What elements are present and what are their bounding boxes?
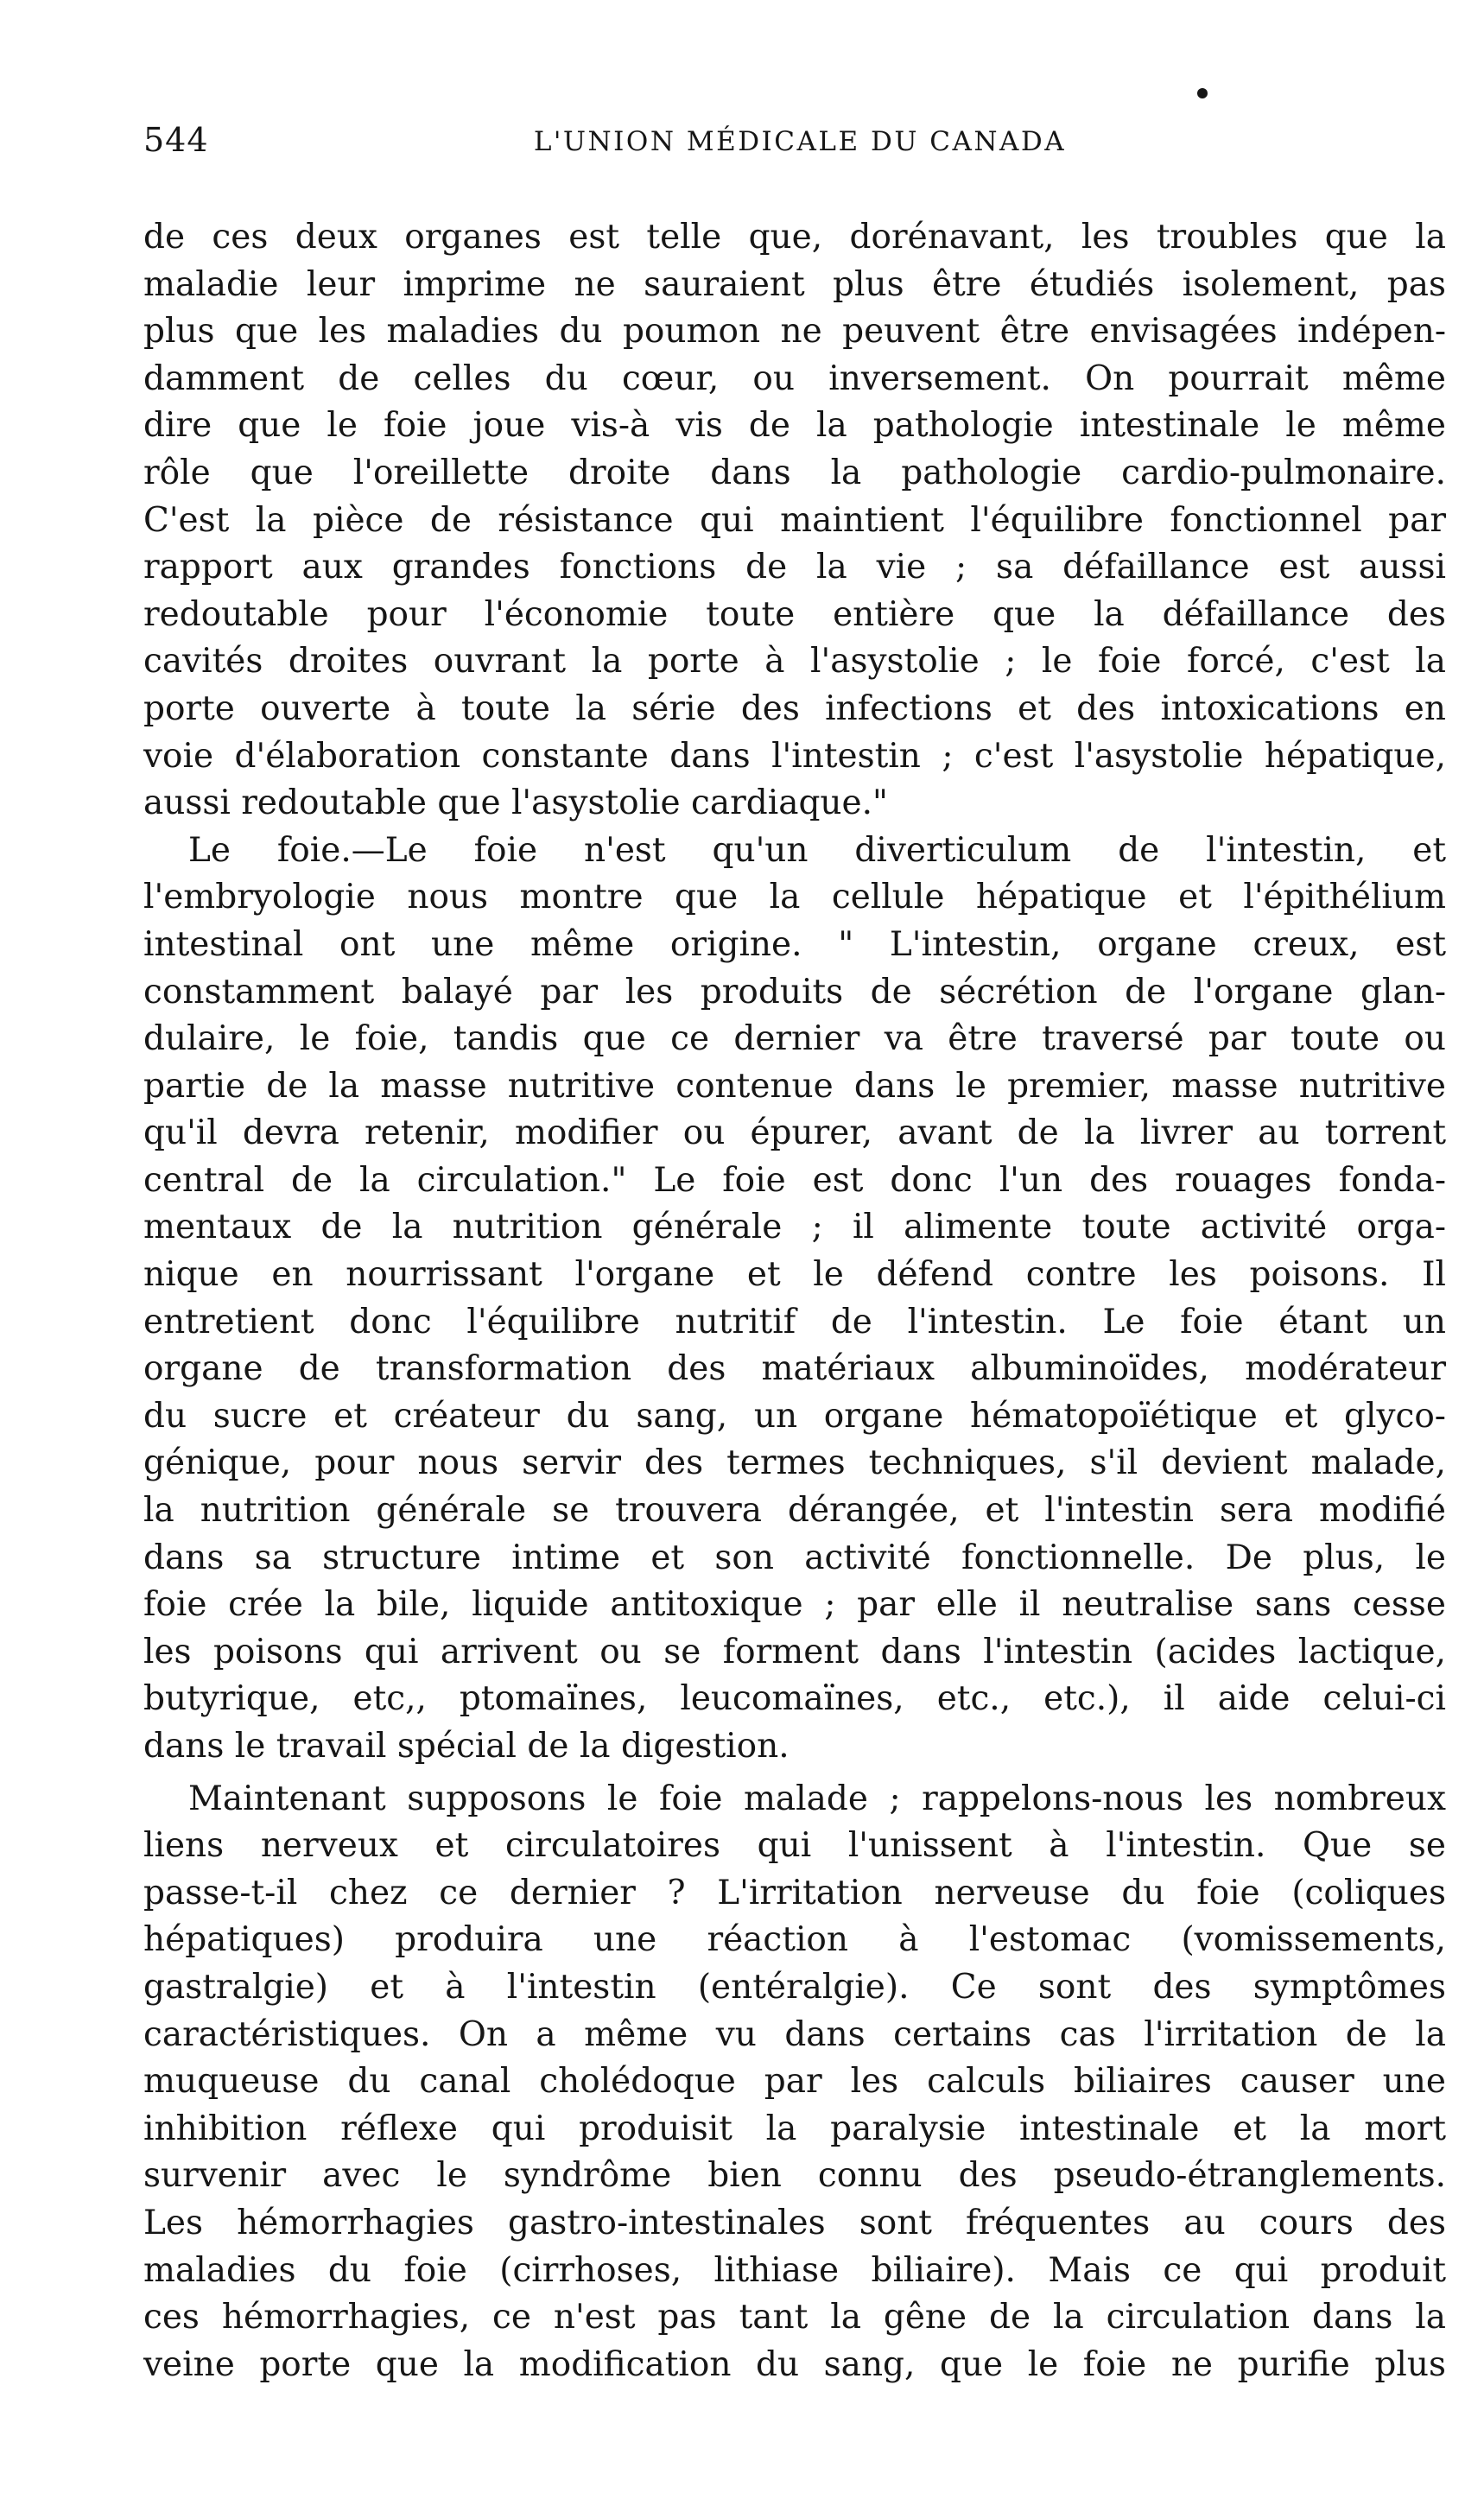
page-number: 544 xyxy=(143,121,209,159)
paragraph-1 xyxy=(143,214,1446,828)
text-line: les poisons qui arrivent ou se forment dans l'intestin (acides lactique, xyxy=(143,1632,1446,1671)
text-line: dans le travail spécial de la digestion. xyxy=(143,1727,790,1766)
text-line: plus que les maladies du poumon ne peuvent être envisagées indépen- xyxy=(143,312,1446,352)
text-line: Le foie.—Le foie n'est qu'un diverticulum de l'intestin, et xyxy=(188,830,1446,870)
body-text xyxy=(143,214,1446,2388)
text-line: ces hémorrhagies, ce n'est pas tant la gêne de la circulation dans la xyxy=(143,2298,1446,2337)
text-line: liens nerveux et circulatoires qui l'unissent à l'intestin. Que se xyxy=(143,1826,1446,1866)
text-line: nique en nourrissant l'organe et le défend contre les poisons. Il xyxy=(143,1255,1446,1295)
text-line: aussi redoutable que l'asystolie cardiaque." xyxy=(143,783,888,823)
text-line: hépatiques) produira une réaction à l'estomac (vomissements, xyxy=(143,1920,1446,1960)
text-line: Maintenant supposons le foie malade ; rappelons-nous les nombreux xyxy=(188,1779,1446,1818)
text-line: intestinal ont une même origine. " L'intestin, organe creux, est xyxy=(143,924,1446,964)
text-line: passe-t-il chez ce dernier ? L'irritation nerveuse du foie (coliques xyxy=(143,1873,1446,1912)
text-line: cavités droites ouvrant la porte à l'asystolie ; le foie forcé, c'est la xyxy=(143,642,1446,682)
text-line: l'embryologie nous montre que la cellule hépatique et l'épithélium xyxy=(143,878,1446,917)
text-line: porte ouverte à toute la série des infections et des intoxications en xyxy=(143,688,1446,728)
text-line: constamment balayé par les produits de sécrétion de l'organe glan- xyxy=(143,972,1446,1012)
paragraph-3 xyxy=(143,1776,1446,2389)
text-line: damment de celles du cœur, ou inversement. On pourrait même xyxy=(143,358,1446,398)
ink-speck xyxy=(1197,88,1208,98)
text-line: génique, pour nous servir des termes techniques, s'il devient malade, xyxy=(143,1443,1446,1483)
page-header xyxy=(143,117,1448,169)
text-line: inhibition réflexe qui produisit la paralysie intestinale et la mort xyxy=(143,2109,1446,2148)
text-line: de ces deux organes est telle que, dorénavant, les troubles que la xyxy=(143,218,1446,257)
text-line: rapport aux grandes fonctions de la vie ; sa défaillance est aussi xyxy=(143,548,1446,587)
text-line: redoutable pour l'économie toute entière que la défaillance des xyxy=(143,594,1446,634)
paragraph-2 xyxy=(143,828,1446,1771)
text-line: Les hémorrhagies gastro-intestinales sont fréquentes au cours des xyxy=(143,2203,1446,2242)
text-line: dulaire, le foie, tandis que ce dernier va être traversé par toute ou xyxy=(143,1019,1446,1059)
text-line: organe de transformation des matériaux albuminoïdes, modérateur xyxy=(143,1349,1446,1389)
running-head: L'UNION MÉDICALE DU CANADA xyxy=(533,126,1067,157)
text-line: maladies du foie (cirrhoses, lithiase biliaire). Mais ce qui produit xyxy=(143,2250,1446,2290)
text-line: veine porte que la modification du sang, que le foie ne purifie plus xyxy=(143,2344,1446,2384)
text-line: qu'il devra retenir, modifier ou épurer, avant de la livrer au torrent xyxy=(143,1113,1446,1153)
text-line: C'est la pièce de résistance qui maintient l'équilibre fonctionnel par xyxy=(143,500,1446,540)
text-line: partie de la masse nutritive contenue dans le premier, masse nutritive xyxy=(143,1066,1446,1106)
text-line: du sucre et créateur du sang, un organe hématopoïétique et glyco- xyxy=(143,1396,1446,1436)
text-line: voie d'élaboration constante dans l'intestin ; c'est l'asystolie hépatique, xyxy=(143,736,1446,776)
text-line: muqueuse du canal cholédoque par les calculs biliaires causer une xyxy=(143,2062,1446,2102)
text-line: gastralgie) et à l'intestin (entéralgie). Ce sont des symptômes xyxy=(143,1967,1446,2007)
text-line: dans sa structure intime et son activité fonctionnelle. De plus, le xyxy=(143,1538,1446,1577)
text-line: entretient donc l'équilibre nutritif de l'intestin. Le foie étant un xyxy=(143,1302,1446,1341)
text-line: survenir avec le syndrôme bien connu des pseudo-étranglements. xyxy=(143,2156,1446,2196)
text-line: mentaux de la nutrition générale ; il alimente toute activité orga- xyxy=(143,1208,1446,1247)
text-line: caractéristiques. On a même vu dans certains cas l'irritation de la xyxy=(143,2014,1446,2054)
text-line: dire que le foie joue vis-à vis de la pathologie intestinale le même xyxy=(143,406,1446,446)
text-line: foie crée la bile, liquide antitoxique ; par elle il neutralise sans cesse xyxy=(143,1585,1446,1625)
text-line: maladie leur imprime ne sauraient plus être étudiés isolement, pas xyxy=(143,264,1446,304)
text-line: butyrique, etc,, ptomaïnes, leucomaïnes, etc., etc.), il aide celui-ci xyxy=(143,1679,1446,1719)
text-line: la nutrition générale se trouvera dérangée, et l'intestin sera modifié xyxy=(143,1491,1446,1531)
text-line: central de la circulation." Le foie est donc l'un des rouages fonda- xyxy=(143,1160,1446,1200)
text-line: rôle que l'oreillette droite dans la pathologie cardio-pulmonaire. xyxy=(143,453,1446,492)
